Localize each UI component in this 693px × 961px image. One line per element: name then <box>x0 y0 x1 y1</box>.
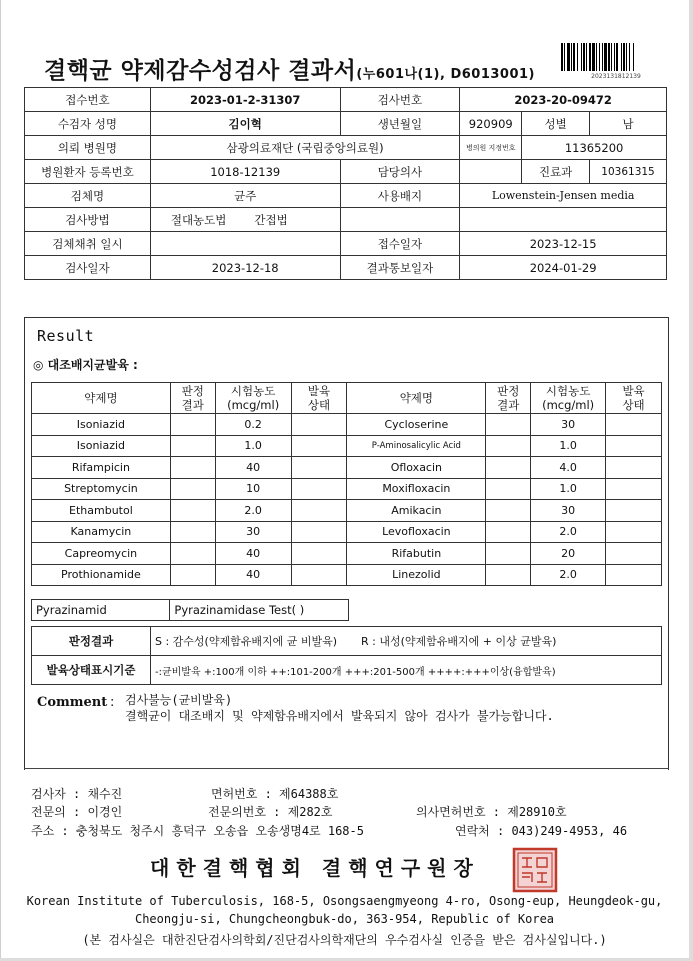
barcode-bar <box>626 43 627 71</box>
growth-status <box>606 414 662 436</box>
pza-test: Pyrazinamidase Test( ) <box>170 600 349 621</box>
test-concentration: 2.0 <box>215 500 291 522</box>
judge-result <box>170 564 215 586</box>
barcode-bar <box>589 43 591 71</box>
medium-label: 사용배지 <box>340 184 460 208</box>
table-row <box>32 435 662 457</box>
judge-legend-value <box>151 627 662 656</box>
drug-name: Prothionamide <box>32 564 171 586</box>
col-growth-line1: 발육 <box>307 384 331 398</box>
barcode-bar <box>583 43 585 71</box>
pza-drug: Pyrazinamid <box>32 600 170 621</box>
medium-value: Lowenstein-Jensen media <box>460 184 667 208</box>
drug-name: Ethambutol <box>32 500 171 522</box>
col-judge-right-line1: 판정 <box>497 384 520 398</box>
table-row <box>25 232 667 256</box>
growth-status <box>291 543 347 565</box>
specialist-no: 전문의번호 : 제282호 <box>208 805 333 819</box>
test-concentration: 2.0 <box>531 564 606 586</box>
col-drug: 약제명 <box>32 383 171 414</box>
judge-result <box>486 521 531 543</box>
receipt-no-label: 접수번호 <box>25 88 151 112</box>
barcode-bar <box>599 43 600 71</box>
judge-result <box>486 457 531 479</box>
table-row <box>32 600 349 621</box>
judge-result <box>486 543 531 565</box>
drug-rows <box>32 414 662 586</box>
barcode-bar <box>592 43 595 71</box>
table-row <box>32 627 662 656</box>
barcode-bar <box>573 43 575 71</box>
collect-value <box>150 232 340 256</box>
method-label: 검사방법 <box>25 208 151 232</box>
col-conc-line1: 시험농도 <box>230 384 276 398</box>
table-row <box>25 136 667 160</box>
test-concentration: 30 <box>531 500 606 522</box>
barcode-bar <box>621 43 622 71</box>
drug-name: Ofloxacin <box>347 457 486 479</box>
judge-legend-label: 판정결과 <box>32 627 151 656</box>
drug-name: Linezolid <box>347 564 486 586</box>
drug-name: Cycloserine <box>347 414 486 436</box>
institute-address-en-line1: Korean Institute of Tuberculosis, 168-5, Osongsaengmyeong 4-ro, Osong-eup, Heungdeok-gu, <box>26 894 663 908</box>
page-right-edge <box>689 0 693 961</box>
drug-name: Streptomycin <box>32 478 171 500</box>
test-concentration: 1.0 <box>531 478 606 500</box>
barcode-bar <box>561 43 563 71</box>
comment-label: Comment <box>37 695 108 710</box>
table-row <box>32 500 662 522</box>
table-row <box>32 521 662 543</box>
drug-name: Capreomycin <box>32 543 171 565</box>
test-concentration: 30 <box>531 414 606 436</box>
test-concentration: 2.0 <box>531 521 606 543</box>
name-value: 김이혁 <box>150 112 340 136</box>
test-concentration: 40 <box>215 543 291 565</box>
growth-status <box>606 564 662 586</box>
section-divider <box>24 768 669 769</box>
birth-label: 생년월일 <box>340 112 460 136</box>
certification-note: (본 검사실은 대한진단검사의학회/진단검사의학재단의 우수검사실 인증을 받은 검사실입니다.) <box>82 933 607 947</box>
table-row <box>25 160 667 184</box>
drug-name: Rifampicin <box>32 457 171 479</box>
method-b: 간접법 <box>254 212 288 227</box>
institute-address-en-line2: Cheongju-si, Chungcheongbuk-do, 363-954, Republic of Korea <box>134 912 555 926</box>
growth-legend-value: -:균비발육 +:100개 이하 ++:101-200개 +++:201-500개 ++++:+++이상(융합발육) <box>151 656 662 685</box>
comment-line-1: 검사불능(균비발육) <box>125 693 233 707</box>
collect-label: 검체채취 일시 <box>25 232 151 256</box>
test-concentration: 40 <box>215 457 291 479</box>
growth-status <box>291 521 347 543</box>
judge-result <box>486 478 531 500</box>
table-row <box>25 112 667 136</box>
test-concentration: 0.2 <box>215 414 291 436</box>
col-growth-line2: 상태 <box>307 398 331 412</box>
sex-label: 성별 <box>522 112 590 136</box>
drug-name: Amikacin <box>347 500 486 522</box>
tested-value: 2023-12-18 <box>150 256 340 280</box>
barcode-image <box>561 43 671 71</box>
col-growth-right <box>606 383 662 414</box>
growth-status <box>606 478 662 500</box>
birth-value: 920909 <box>460 112 522 136</box>
barcode-bar <box>633 43 634 71</box>
test-no-label: 검사번호 <box>340 88 460 112</box>
barcode-bar <box>623 43 625 71</box>
test-concentration: 4.0 <box>531 457 606 479</box>
judge-result <box>486 435 531 457</box>
method-value <box>150 208 340 232</box>
patient-reg-value: 1018-12139 <box>150 160 340 184</box>
barcode-bar <box>608 43 610 71</box>
judge-result <box>486 500 531 522</box>
table-row <box>32 478 662 500</box>
col-conc-line2: (mcg/ml) <box>227 398 280 412</box>
barcode-bar <box>614 43 615 71</box>
table-row <box>25 184 667 208</box>
barcode-bar <box>571 43 572 71</box>
barcode-bar <box>596 43 597 71</box>
control-growth-heading: ◎ 대조배지균발육 : <box>33 358 138 372</box>
drug-name: P-Aminosalicylic Acid <box>347 435 486 457</box>
growth-status <box>291 457 347 479</box>
reported-label: 결과통보일자 <box>340 256 460 280</box>
judge-result <box>486 414 531 436</box>
judge-result <box>486 564 531 586</box>
drug-susceptibility-table <box>31 382 662 586</box>
address: 주소 : 충청북도 청주시 흥덕구 오송읍 오송생명4로 168-5 <box>31 824 364 838</box>
judge-result <box>170 521 215 543</box>
col-growth-right-line2: 상태 <box>622 398 645 412</box>
barcode-bar <box>616 43 618 71</box>
patient-info-table <box>24 87 667 280</box>
name-label: 수검자 성명 <box>25 112 151 136</box>
growth-legend-label: 발육상태표시기준 <box>32 656 151 685</box>
test-concentration: 30 <box>215 521 291 543</box>
report-title <box>44 52 535 85</box>
drug-name: Levofloxacin <box>347 521 486 543</box>
barcode-bar <box>586 43 587 71</box>
drug-name: Moxifloxacin <box>347 478 486 500</box>
sex-value: 남 <box>590 112 667 136</box>
judge-result <box>170 457 215 479</box>
col-growth <box>291 383 347 414</box>
drug-name: Isoniazid <box>32 414 171 436</box>
official-seal-stamp <box>512 847 558 893</box>
table-row <box>32 656 662 685</box>
judge-result <box>170 414 215 436</box>
table-row <box>25 88 667 112</box>
judge-result <box>170 543 215 565</box>
comment-line-2: 결핵균이 대조배지 및 약제함유배지에서 발육되지 않아 검사가 불가능합니다. <box>125 709 554 723</box>
drug-name: Kanamycin <box>32 521 171 543</box>
table-row <box>32 543 662 565</box>
received-label: 접수일자 <box>340 232 460 256</box>
table-row <box>32 457 662 479</box>
specialist: 전문의 : 이경인 <box>31 805 123 819</box>
patient-reg-label: 병원환자 등록번호 <box>25 160 151 184</box>
hospital-code-value: 11365200 <box>522 136 667 160</box>
method-a: 절대농도법 <box>170 212 227 227</box>
license-no: 면허번호 : 제64388호 <box>211 787 339 801</box>
contact: 연락처 : 043)249-4953, 46 <box>455 824 628 838</box>
table-row <box>25 256 667 280</box>
col-judge-right <box>486 383 531 414</box>
growth-status <box>291 414 347 436</box>
method-blank <box>460 208 667 232</box>
col-growth-right-line1: 발육 <box>622 384 645 398</box>
barcode-bar <box>567 43 570 71</box>
col-conc-right-line2: (mcg/ml) <box>542 398 595 412</box>
tester: 검사자 : 채수진 <box>31 787 123 801</box>
judge-result <box>170 435 215 457</box>
title-code: (누601나(1), D6013001) <box>356 67 535 82</box>
result-label: Result <box>37 327 95 345</box>
growth-status <box>606 500 662 522</box>
barcode-bar <box>564 43 565 71</box>
col-judge-line1: 판정 <box>181 384 204 398</box>
col-drug-right: 약제명 <box>347 383 486 414</box>
growth-status <box>606 435 662 457</box>
growth-status <box>291 564 347 586</box>
test-concentration: 1.0 <box>215 435 291 457</box>
legend-table <box>31 626 662 685</box>
page-left-edge <box>0 0 1 961</box>
specimen-label: 검체명 <box>25 184 151 208</box>
growth-status <box>291 500 347 522</box>
table-row <box>32 414 662 436</box>
test-no-value: 2023-20-09472 <box>460 88 667 112</box>
judge-result <box>170 500 215 522</box>
barcode-bar <box>577 43 578 71</box>
col-conc-right <box>531 383 606 414</box>
col-judge-line2: 결과 <box>181 398 204 412</box>
pyrazinamide-table <box>31 599 349 621</box>
barcode-bar <box>581 43 582 71</box>
dept-label: 진료과 <box>522 160 590 184</box>
doctor-license-no: 의사면허번호 : 제28910호 <box>416 805 567 819</box>
barcode-bar <box>629 43 630 71</box>
hospital-label: 의뢰 병원명 <box>25 136 151 160</box>
judge-legend-r: R : 내성(약제함유배지에 + 이상 균발육) <box>361 635 557 648</box>
specimen-value: 균주 <box>150 184 340 208</box>
growth-status <box>606 543 662 565</box>
institute-name-korean: 대한결핵협회 결핵연구원장 <box>150 856 480 880</box>
growth-status <box>606 457 662 479</box>
received-value: 2023-12-15 <box>460 232 667 256</box>
table-row <box>32 564 662 586</box>
method-empty-cell <box>340 208 460 232</box>
barcode-number: 2023131812139 <box>591 73 641 80</box>
dept-value: 10361315 <box>590 160 667 184</box>
test-concentration: 1.0 <box>531 435 606 457</box>
receipt-no-value: 2023-01-2-31307 <box>150 88 340 112</box>
drug-name: Isoniazid <box>32 435 171 457</box>
hospital-value: 삼광의료재단 (국립중앙의료원) <box>150 136 459 160</box>
test-concentration: 40 <box>215 564 291 586</box>
drug-name: Rifabutin <box>347 543 486 565</box>
judge-result <box>170 478 215 500</box>
judge-legend-s: S : 감수성(약제함유배지에 균 비발육) <box>155 635 338 648</box>
growth-status <box>291 478 347 500</box>
title-main: 결핵균 약제감수성검사 결과서 <box>44 58 357 84</box>
doctor-value <box>460 160 522 184</box>
growth-status <box>291 435 347 457</box>
reported-value: 2024-01-29 <box>460 256 667 280</box>
col-judge-right-line2: 결과 <box>497 398 520 412</box>
growth-status <box>606 521 662 543</box>
comment-colon: : <box>110 695 115 710</box>
tested-label: 검사일자 <box>25 256 151 280</box>
col-conc-right-line1: 시험농도 <box>545 384 591 398</box>
barcode-bar <box>602 43 603 71</box>
table-header-row <box>32 383 662 414</box>
doctor-label: 담당의사 <box>340 160 460 184</box>
test-concentration: 10 <box>215 478 291 500</box>
barcode-bar <box>604 43 607 71</box>
col-judge <box>170 383 215 414</box>
barcode-bar <box>611 43 612 71</box>
table-row <box>25 208 667 232</box>
test-concentration: 20 <box>531 543 606 565</box>
col-conc <box>215 383 291 414</box>
hospital-code-label: 병의원 지정번호 <box>460 136 522 160</box>
